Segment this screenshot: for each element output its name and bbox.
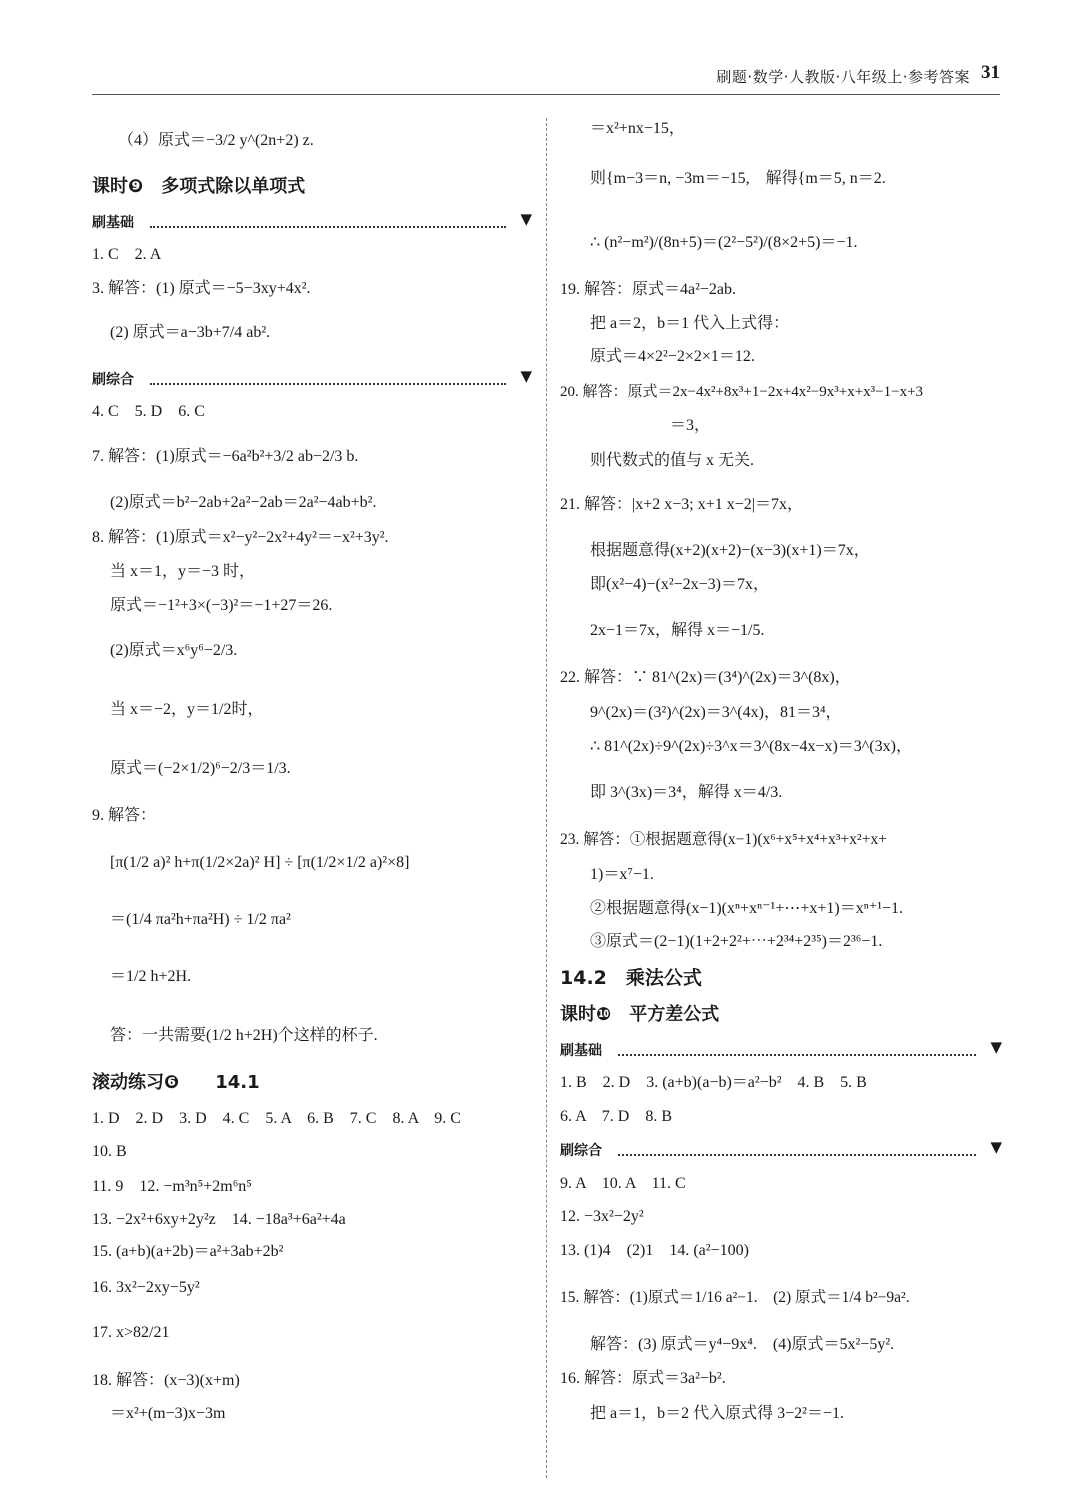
answer-line: 18. 解答：(x−3)(x+m) [92, 1372, 240, 1389]
answer-line: 4. C 5. D 6. C [92, 403, 205, 420]
answer-line: 21. 解答：|x+2 x−3; x+1 x−2|＝7x， [560, 496, 803, 513]
section-heading: 课时❾ 多项式除以单项式 [92, 176, 306, 197]
answer-line: [π(1/2 a)² h+π(1/2×2a)² H] ÷ [π(1/2×1/2 a)²×8] [110, 854, 410, 871]
answer-line: 15. 解答：(1)原式＝1/16 a²−1. (2) 原式＝1/4 b²−9a². [560, 1289, 910, 1306]
answer-line: 当 x＝1，y＝−3 时， [110, 563, 256, 580]
answer-line: 9. A 10. A 11. C [560, 1175, 686, 1192]
answer-line: (2)原式＝b²−2ab+2a²−2ab＝2a²−4ab+b². [110, 494, 377, 511]
section-bar-comprehensive [560, 1140, 1002, 1162]
answer-line: (2) 原式＝a−3b+7/4 ab². [110, 324, 271, 341]
answer-line: 则代数式的值与 x 无关. [590, 452, 755, 469]
answer-line: 10. B [92, 1143, 127, 1160]
answer-line: 当 x＝−2，y＝1/2时， [110, 701, 264, 718]
triangle-down-icon: ▼ [990, 1138, 1002, 1156]
answer-line: 9^(2x)＝(3²)^(2x)＝3^(4x)，81＝3⁴， [590, 704, 842, 721]
answer-line: 答：一共需要(1/2 h+2H)个这样的杯子. [110, 1027, 378, 1044]
page-header [92, 60, 1000, 95]
answer-line: 20. 解答：原式＝2x−4x²+8x³+1−2x+4x²−9x³+x+x³−1−x+3 [560, 384, 924, 400]
answer-line: 把 a＝2，b＝1 代入上式得： [590, 315, 790, 332]
answer-line: 3. 解答：(1) 原式＝−5−3xy+4x². [92, 280, 311, 297]
answer-line: ＝x²+(m−3)x−3m [110, 1405, 226, 1422]
answer-line: ＝1/2 h+2H. [110, 968, 192, 985]
answer-line: 13. −2x²+6xy+2y²z 14. −18a³+6a²+4a [92, 1211, 346, 1228]
answer-line: ∴ (n²−m²)/(8n+5)＝(2²−5²)/(8×2+5)＝−1. [590, 234, 858, 251]
answer-line: 11. 9 12. −m³n⁵+2m⁶n⁵ [92, 1178, 252, 1195]
bar-label: 刷基础 [560, 1043, 602, 1059]
answer-line: 8. 解答：(1)原式＝x²−y²−2x²+4y²＝−x²+3y². [92, 529, 389, 546]
answer-line: 1. B 2. D 3. (a+b)(a−b)＝a²−b² 4. B 5. B [560, 1074, 867, 1091]
answer-line: 16. 3x²−2xy−5y² [92, 1279, 200, 1296]
answer-line: ＝x²+nx−15， [590, 120, 685, 137]
bar-label: 刷综合 [92, 372, 134, 388]
dotted-leader [618, 1154, 976, 1156]
answer-line: 23. 解答：①根据题意得(x−1)(x⁶+x⁵+x⁴+x³+x²+x+ [560, 831, 887, 848]
answer-line: ＝(1/4 πa²h+πa²H) ÷ 1/2 πa² [110, 911, 291, 928]
section-bar-basic [560, 1040, 1002, 1062]
dotted-leader [150, 383, 506, 385]
answer-line: ∴ 81^(2x)÷9^(2x)÷3^x＝3^(8x−4x−x)＝3^(3x)， [590, 738, 912, 755]
answer-line: 1)＝x⁷−1. [590, 866, 654, 883]
answer-line: 1. D 2. D 3. D 4. C 5. A 6. B 7. C 8. A 9. C [92, 1110, 461, 1127]
answer-line: 9. 解答： [92, 807, 157, 824]
answer-line: 6. A 7. D 8. B [560, 1108, 673, 1125]
answer-line: ＝3， [670, 417, 711, 434]
section-bar-comprehensive [92, 369, 532, 391]
triangle-down-icon: ▼ [520, 210, 532, 228]
bar-label: 刷综合 [560, 1143, 602, 1159]
answer-line: 12. −3x²−2y² [560, 1208, 644, 1225]
page-number: 31 [981, 62, 1000, 83]
dotted-leader [150, 226, 506, 228]
answer-line: ②根据题意得(x−1)(xⁿ+xⁿ⁻¹+⋯+x+1)＝xⁿ⁺¹−1. [590, 900, 904, 917]
answer-line: 15. (a+b)(a+2b)＝a²+3ab+2b² [92, 1243, 284, 1260]
column-divider [546, 118, 547, 1478]
answer-line: ③原式＝(2−1)(1+2+2²+⋯+2³⁴+2³⁵)＝2³⁶−1. [590, 933, 883, 950]
header-title: 刷题·数学·人教版·八年级上·参考答案 [716, 68, 970, 86]
triangle-down-icon: ▼ [990, 1038, 1002, 1056]
answer-line: 13. (1)4 (2)1 14. (a²−100) [560, 1242, 749, 1259]
answer-line: （4）原式＝−3/2 y^(2n+2) z. [118, 132, 314, 149]
answer-line: 16. 解答：原式＝3a²−b². [560, 1370, 726, 1387]
answer-line: 即(x²−4)−(x²−2x−3)＝7x， [590, 576, 770, 593]
answer-line: 19. 解答：原式＝4a²−2ab. [560, 281, 737, 298]
answer-line: 把 a＝1，b＝2 代入原式得 3−2²＝−1. [590, 1405, 844, 1422]
bar-label: 刷基础 [92, 215, 134, 231]
answer-line: 1. C 2. A [92, 246, 162, 263]
section-heading: 14.2 乘法公式 [560, 967, 702, 989]
answer-line: 17. x>82/21 [92, 1324, 170, 1341]
answer-line: 原式＝−1²+3×(−3)²＝−1+27＝26. [110, 597, 333, 614]
answer-line: (2)原式＝x⁶y⁶−2/3. [110, 642, 238, 659]
answer-line: 7. 解答：(1)原式＝−6a²b²+3/2 ab−2/3 b. [92, 448, 359, 465]
answer-line: 原式＝4×2²−2×2×1＝12. [590, 348, 755, 365]
answer-line: 2x−1＝7x，解得 x＝−1/5. [590, 622, 765, 639]
answer-line: 原式＝(−2×1/2)⁶−2/3＝1/3. [110, 760, 291, 777]
answer-line: 则{m−3＝n, −3m＝−15, 解得{m＝5, n＝2. [590, 170, 886, 187]
dotted-leader [618, 1054, 976, 1056]
answer-line: 根据题意得(x+2)(x+2)−(x−3)(x+1)＝7x， [590, 542, 870, 559]
answer-line: 即 3^(3x)＝3⁴，解得 x＝4/3. [590, 784, 783, 801]
answer-line: 22. 解答：∵ 81^(2x)＝(3⁴)^(2x)＝3^(8x)， [560, 669, 851, 686]
section-heading: 滚动练习❻ 14.1 [92, 1072, 260, 1093]
triangle-down-icon: ▼ [520, 367, 532, 385]
section-heading: 课时❿ 平方差公式 [560, 1004, 720, 1025]
section-bar-basic [92, 212, 532, 234]
answer-line: 解答：(3) 原式＝y⁴−9x⁴. (4)原式＝5x²−5y². [590, 1336, 895, 1353]
